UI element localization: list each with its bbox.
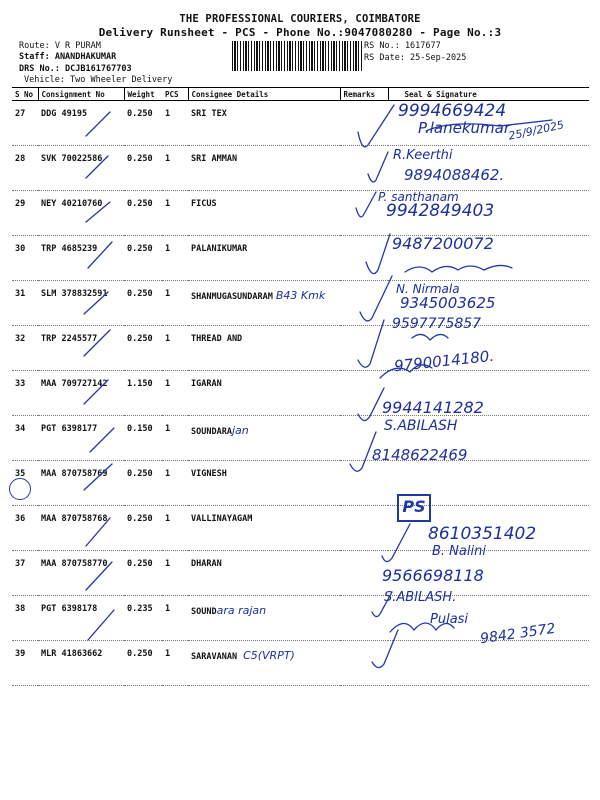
- row-remarks: [340, 641, 388, 686]
- row-weight: 0.250: [124, 461, 162, 506]
- row-consignee: [188, 416, 340, 461]
- signature-phone: 9345003625: [400, 294, 496, 312]
- row-signature: [388, 641, 589, 686]
- row-weight: 0.150: [124, 416, 162, 461]
- signature-date: 25/9/2025: [507, 118, 566, 143]
- table-row: [12, 551, 589, 596]
- col-header-sno: S No: [12, 88, 38, 101]
- row-consignment: MLR 41863662: [38, 641, 124, 686]
- row-weight: 0.250: [124, 101, 162, 146]
- row-consignee: THREAD AND: [188, 326, 340, 371]
- row-consignment: TRP 4685239: [38, 236, 124, 281]
- row-sno: 30: [12, 236, 38, 281]
- row-consignment: DDG 49195: [38, 101, 124, 146]
- row-sno: 38: [12, 596, 38, 641]
- row-remarks: [340, 371, 388, 416]
- signature-phone: 9942849403: [386, 201, 495, 221]
- signature-phone: 9487200072: [392, 234, 494, 253]
- row-weight: 0.250: [124, 236, 162, 281]
- row-pcs: 1: [162, 596, 188, 641]
- row-weight: 0.250: [124, 551, 162, 596]
- row-remarks: [340, 596, 388, 641]
- row-weight: 0.250: [124, 641, 162, 686]
- row-pcs: 1: [162, 641, 188, 686]
- row-pcs: 1: [162, 551, 188, 596]
- row-pcs: 1: [162, 461, 188, 506]
- row-pcs: 1: [162, 101, 188, 146]
- row-remarks: [340, 461, 388, 506]
- row-sno: 36: [12, 506, 38, 551]
- row-consignment: SLM 378832591: [38, 281, 124, 326]
- signature-phone: 8148622469: [372, 446, 468, 464]
- table-row: [12, 326, 589, 371]
- row-sno: 28: [12, 146, 38, 191]
- company-title: THE PROFESSIONAL COURIERS, COIMBATORE: [179, 13, 421, 25]
- signature-name: P.lanekumar: [418, 119, 511, 137]
- circled-row-marker: [9, 478, 31, 500]
- row-weight: 0.250: [124, 506, 162, 551]
- row-remarks: [340, 506, 388, 551]
- signature-phone: 9994669424: [398, 101, 507, 121]
- row-remarks: [340, 551, 388, 596]
- barcode-image: [232, 41, 362, 71]
- row-sno: 33: [12, 371, 38, 416]
- staff-label: Staff: ANANDHAKUMAR: [19, 52, 117, 62]
- table-header-row: [12, 88, 589, 101]
- row-consignment: PGT 6398178: [38, 596, 124, 641]
- rs-number: RS No.: 1617677: [364, 41, 441, 51]
- col-header-signature: Seal & Signature: [388, 88, 589, 101]
- row-pcs: 1: [162, 146, 188, 191]
- signature-name: R.Keerthi: [393, 148, 453, 163]
- row-consignment: SVK 70022586: [38, 146, 124, 191]
- row-consignee: FICUS: [188, 191, 340, 236]
- table-row: [12, 461, 589, 506]
- row-consignee: IGARAN: [188, 371, 340, 416]
- row-weight: 0.250: [124, 191, 162, 236]
- signature-name: S.ABILASH.: [384, 590, 457, 605]
- signature-phone: 9842 3572: [479, 620, 557, 648]
- col-header-pcs: PCS: [162, 88, 188, 101]
- row-consignment: MAA 870758768: [38, 506, 124, 551]
- row-weight: 0.250: [124, 281, 162, 326]
- row-weight: 0.250: [124, 146, 162, 191]
- table-row: [12, 416, 589, 461]
- table-row: [12, 641, 589, 686]
- handwritten-note: B43 Kmk: [275, 289, 326, 302]
- consignee-name: SARAVANAN: [191, 652, 238, 662]
- row-remarks: [340, 326, 388, 371]
- col-header-consignee: Consignee Details: [188, 88, 340, 101]
- row-remarks: [340, 146, 388, 191]
- row-pcs: 1: [162, 371, 188, 416]
- row-consignment: NEY 40210760: [38, 191, 124, 236]
- row-consignment: MAA 870758769: [38, 461, 124, 506]
- signature-phone: 9944141282: [382, 398, 484, 417]
- row-consignee: [188, 281, 340, 326]
- table-row: [12, 236, 589, 281]
- row-remarks: [340, 236, 388, 281]
- row-sno: 31: [12, 281, 38, 326]
- signature-name: Pulasi: [430, 612, 469, 627]
- row-consignee: VIGNESH: [188, 461, 340, 506]
- row-weight: 1.150: [124, 371, 162, 416]
- signature-phone: 8610351402: [428, 524, 537, 544]
- row-sno: 39: [12, 641, 38, 686]
- row-pcs: 1: [162, 236, 188, 281]
- row-pcs: 1: [162, 191, 188, 236]
- rs-date: RS Date: 25-Sep-2025: [364, 53, 467, 63]
- consignee-name: SOUND: [191, 607, 217, 617]
- signature-phone: 9597775857: [392, 316, 482, 332]
- row-consignment: TRP 2245577: [38, 326, 124, 371]
- row-consignee: SRI AMMAN: [188, 146, 340, 191]
- row-consignment: PGT 6398177: [38, 416, 124, 461]
- row-consignee: SRI TEX: [188, 101, 340, 146]
- signature-name: P. santhanam: [378, 190, 459, 204]
- row-consignee: [188, 641, 340, 686]
- col-header-consignment: Consignment No: [38, 88, 124, 101]
- signature-phone: 9566698118: [382, 566, 484, 585]
- row-pcs: 1: [162, 506, 188, 551]
- handwritten-note: C5(VRPT): [243, 649, 295, 662]
- route-label: Route: V R PURAM: [19, 41, 101, 51]
- signature-name: N. Nirmala: [396, 282, 460, 296]
- row-pcs: 1: [162, 281, 188, 326]
- drs-number: DRS No.: DCJB161767703: [19, 64, 132, 74]
- table-row: [12, 371, 589, 416]
- col-header-remarks: Remarks: [340, 88, 388, 101]
- signature-name: B. Nalini: [432, 544, 486, 559]
- table-row: [12, 191, 589, 236]
- row-pcs: 1: [162, 326, 188, 371]
- row-consignment: MAA 870758770: [38, 551, 124, 596]
- col-header-weight: Weight: [124, 88, 162, 101]
- row-weight: 0.250: [124, 326, 162, 371]
- company-stamp: PS: [397, 494, 431, 522]
- row-sno: 34: [12, 416, 38, 461]
- row-remarks: [340, 101, 388, 146]
- row-sno: 35: [12, 461, 38, 506]
- row-sno: 29: [12, 191, 38, 236]
- row-weight: 0.235: [124, 596, 162, 641]
- signature-phone: 9790014180.: [393, 346, 495, 376]
- handwritten-note: jan: [231, 424, 249, 437]
- signature-phone: 9894088462.: [404, 166, 505, 184]
- row-consignment: MAA 709727142: [38, 371, 124, 416]
- row-consignee: VALLINAYAGAM: [188, 506, 340, 551]
- handwritten-note: ara rajan: [216, 604, 267, 617]
- row-consignee: DHARAN: [188, 551, 340, 596]
- row-sno: 37: [12, 551, 38, 596]
- table-row: [12, 281, 589, 326]
- signature-name: S.ABILASH: [384, 418, 458, 434]
- vehicle-label: Vehicle: Two Wheeler Delivery: [24, 75, 173, 85]
- consignee-name: SHANMUGASUNDARAM: [191, 292, 273, 302]
- consignee-name: SOUNDARA: [191, 427, 232, 437]
- row-sno: 27: [12, 101, 38, 146]
- row-consignee: [188, 596, 340, 641]
- runsheet-subtitle: Delivery Runsheet - PCS - Phone No.:9047080280 - Page No.:3: [98, 26, 502, 39]
- row-pcs: 1: [162, 416, 188, 461]
- row-sno: 32: [12, 326, 38, 371]
- row-consignee: PALANIKUMAR: [188, 236, 340, 281]
- row-remarks: [340, 281, 388, 326]
